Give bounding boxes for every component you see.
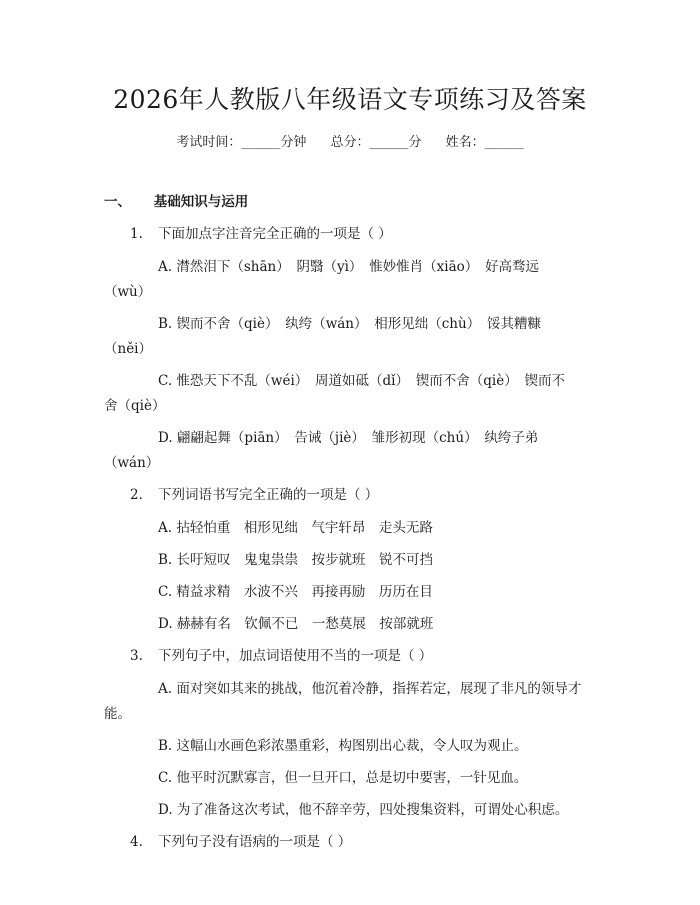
option-text: B. 长吁短叹 鬼鬼祟祟 按步就班 锐不可挡 bbox=[158, 552, 434, 568]
section-number: 一、 bbox=[104, 194, 131, 210]
question-number: 2. bbox=[130, 487, 143, 503]
question-stem: 下面加点字注音完全正确的一项是（ ） bbox=[158, 226, 392, 242]
question-4 bbox=[104, 830, 596, 855]
question-number: 4. bbox=[130, 834, 143, 850]
option-text: C. 他平时沉默寡言，但一旦开口，总是切中要害，一针见血。 bbox=[158, 770, 528, 786]
option-text-continued: 舍（qiè） bbox=[104, 398, 166, 414]
questions-list bbox=[104, 222, 596, 863]
option-text-continued: （wán） bbox=[104, 455, 160, 471]
option-text: A. 面对突如其来的挑战，他沉着冷静，指挥若定，展现了非凡的领导才 bbox=[158, 681, 582, 697]
option-text: A. 潸然泪下（shān） 阴翳（yì） 惟妙惟肖（xiāo） 好高骛远 bbox=[158, 259, 539, 275]
question-stem: 下列句子没有语病的一项是（ ） bbox=[158, 834, 352, 850]
total-score: 总分：______分 bbox=[330, 135, 422, 150]
option-text-continued: （něi） bbox=[104, 341, 153, 357]
section-title: 基础知识与运用 bbox=[153, 194, 249, 210]
option-text-continued: （wù） bbox=[104, 284, 152, 300]
question-3 bbox=[104, 644, 596, 669]
exam-time: 考试时间：______分钟 bbox=[176, 135, 307, 150]
question-number: 1. bbox=[130, 226, 143, 242]
option-text: B. 锲而不舍（qiè） 纨绔（wán） 相形见绌（chù） 馁其糟糠 bbox=[158, 316, 541, 332]
option-item bbox=[104, 426, 596, 476]
option-text-continued: 能。 bbox=[104, 706, 131, 722]
option-item bbox=[104, 255, 596, 305]
option-item bbox=[104, 516, 596, 541]
option-text: A. 拈轻怕重 相形见绌 气宇轩昂 走头无路 bbox=[158, 520, 433, 536]
question-number: 3. bbox=[130, 648, 143, 664]
exam-meta bbox=[0, 131, 700, 150]
option-item bbox=[104, 734, 596, 759]
question-2 bbox=[104, 483, 596, 508]
option-text: D. 翩翩起舞（piān） 告诫（jiè） 雏形初现（chú） 纨绔子弟 bbox=[158, 430, 539, 446]
option-text: C. 惟恐天下不乱（wéi） 周道如砥（dǐ） 锲而不舍（qiè） 锲而不 bbox=[158, 373, 565, 389]
option-text: D. 为了准备这次考试，他不辞辛劳，四处搜集资料，可谓处心积虑。 bbox=[158, 802, 569, 818]
page-title: 2026年人教版八年级语文专项练习及答案 bbox=[113, 85, 587, 114]
option-item bbox=[104, 369, 596, 419]
student-name: 姓名：______ bbox=[445, 135, 524, 150]
question-1 bbox=[104, 222, 596, 247]
option-text: C. 精益求精 水波不兴 再接再励 历历在目 bbox=[158, 584, 433, 600]
option-item bbox=[104, 798, 596, 823]
option-item bbox=[104, 580, 596, 605]
option-item bbox=[104, 766, 596, 791]
option-item bbox=[104, 612, 596, 637]
option-item bbox=[104, 312, 596, 362]
question-stem: 下列句子中，加点词语使用不当的一项是（ ） bbox=[158, 648, 433, 664]
option-item bbox=[104, 677, 596, 727]
option-text: B. 这幅山水画色彩浓墨重彩，构图别出心裁，令人叹为观止。 bbox=[158, 738, 528, 754]
section-heading bbox=[104, 190, 248, 210]
question-stem: 下列词语书写完全正确的一项是（ ） bbox=[158, 487, 379, 503]
option-item bbox=[104, 548, 596, 573]
option-text: D. 赫赫有名 钦佩不已 一愁莫展 按部就班 bbox=[158, 616, 434, 632]
